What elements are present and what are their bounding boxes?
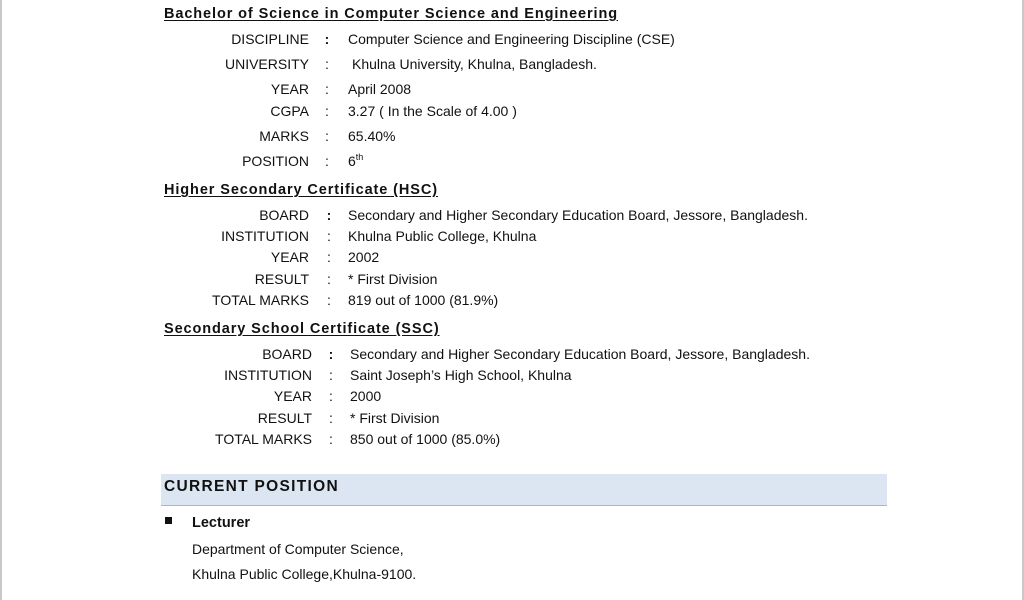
- row-label: RESULT: [254, 271, 309, 287]
- position-department: Department of Computer Science,: [192, 541, 404, 557]
- row-colon: :: [325, 153, 329, 169]
- bsc-row-year: [0, 81, 1024, 101]
- hsc-row-total-marks: [0, 292, 1024, 312]
- row-colon: :: [324, 31, 330, 47]
- row-label: RESULT: [257, 410, 312, 426]
- row-label: POSITION: [242, 153, 309, 169]
- ssc-row-result: [0, 410, 1024, 430]
- row-label: TOTAL MARKS: [215, 431, 312, 447]
- row-label: TOTAL MARKS: [212, 292, 309, 308]
- ordinal-suffix: th: [355, 152, 364, 162]
- hsc-row-result: [0, 271, 1024, 291]
- row-colon: :: [329, 431, 333, 447]
- row-value: 2002: [348, 249, 380, 265]
- row-value: 850 out of 1000 (85.0%): [350, 431, 501, 447]
- row-value: * First Division: [350, 410, 440, 426]
- row-label: YEAR: [270, 249, 309, 265]
- hsc-row-board: [0, 207, 1024, 227]
- row-label: DISCIPLINE: [231, 31, 309, 47]
- row-value: 3.27 ( In the Scale of 4.00 ): [348, 103, 517, 119]
- row-value: 2000: [350, 388, 382, 404]
- position-title: Lecturer: [192, 515, 251, 531]
- row-colon: :: [326, 207, 332, 223]
- ssc-section-title: Secondary School Certificate (SSC): [164, 321, 440, 337]
- row-colon: :: [327, 292, 331, 308]
- hsc-row-year: [0, 249, 1024, 269]
- row-value: 819 out of 1000 (81.9%): [348, 292, 499, 308]
- row-colon: :: [329, 367, 333, 383]
- row-label: YEAR: [270, 81, 309, 97]
- hsc-row-institution: [0, 228, 1024, 248]
- current-position-heading: CURRENT POSITION: [164, 478, 339, 495]
- row-value: 65.40%: [348, 128, 396, 144]
- row-colon: :: [328, 346, 334, 362]
- row-label: BOARD: [259, 207, 309, 223]
- bsc-row-discipline: [0, 31, 1024, 51]
- row-colon: :: [325, 56, 329, 72]
- row-colon: :: [327, 249, 331, 265]
- bsc-section-title: Bachelor of Science in Computer Science and Engineering: [164, 6, 618, 22]
- row-colon: :: [329, 410, 333, 426]
- bsc-row-marks: [0, 128, 1024, 148]
- row-value: Khulna Public College, Khulna: [348, 228, 537, 244]
- row-label: MARKS: [259, 128, 309, 144]
- row-value: Saint Joseph’s High School, Khulna: [350, 367, 572, 383]
- position-number: 6: [348, 153, 356, 169]
- row-colon: :: [325, 81, 329, 97]
- row-value: * First Division: [348, 271, 438, 287]
- row-label: YEAR: [273, 388, 312, 404]
- ssc-row-institution: [0, 367, 1024, 387]
- row-colon: :: [325, 103, 329, 119]
- row-value: Secondary and Higher Secondary Education Board, Jessore, Bangladesh.: [350, 346, 810, 362]
- row-colon: :: [329, 388, 333, 404]
- square-bullet-icon: [165, 517, 172, 524]
- row-colon: :: [327, 271, 331, 287]
- row-value: Khulna University, Khulna, Bangladesh.: [352, 56, 597, 72]
- row-value: Secondary and Higher Secondary Education Board, Jessore, Bangladesh.: [348, 207, 808, 223]
- position-institution: Khulna Public College,Khulna-9100.: [192, 566, 417, 582]
- bsc-row-position: [0, 153, 1024, 173]
- row-colon: :: [325, 128, 329, 144]
- bsc-row-university: [0, 56, 1024, 76]
- row-label: UNIVERSITY: [224, 56, 309, 72]
- row-label: BOARD: [262, 346, 312, 362]
- hsc-section-title: Higher Secondary Certificate (HSC): [164, 182, 438, 198]
- ssc-row-total-marks: [0, 431, 1024, 451]
- bsc-row-cgpa: [0, 103, 1024, 123]
- row-label: INSTITUTION: [224, 367, 312, 383]
- row-value: April 2008: [348, 81, 412, 97]
- row-label: CGPA: [270, 103, 309, 119]
- row-colon: :: [327, 228, 331, 244]
- ssc-row-year: [0, 388, 1024, 408]
- row-label: INSTITUTION: [221, 228, 309, 244]
- row-value: [348, 153, 363, 169]
- current-position-band: [161, 474, 887, 506]
- row-value: Computer Science and Engineering Discipline (CSE): [348, 31, 675, 47]
- ssc-row-board: [0, 346, 1024, 366]
